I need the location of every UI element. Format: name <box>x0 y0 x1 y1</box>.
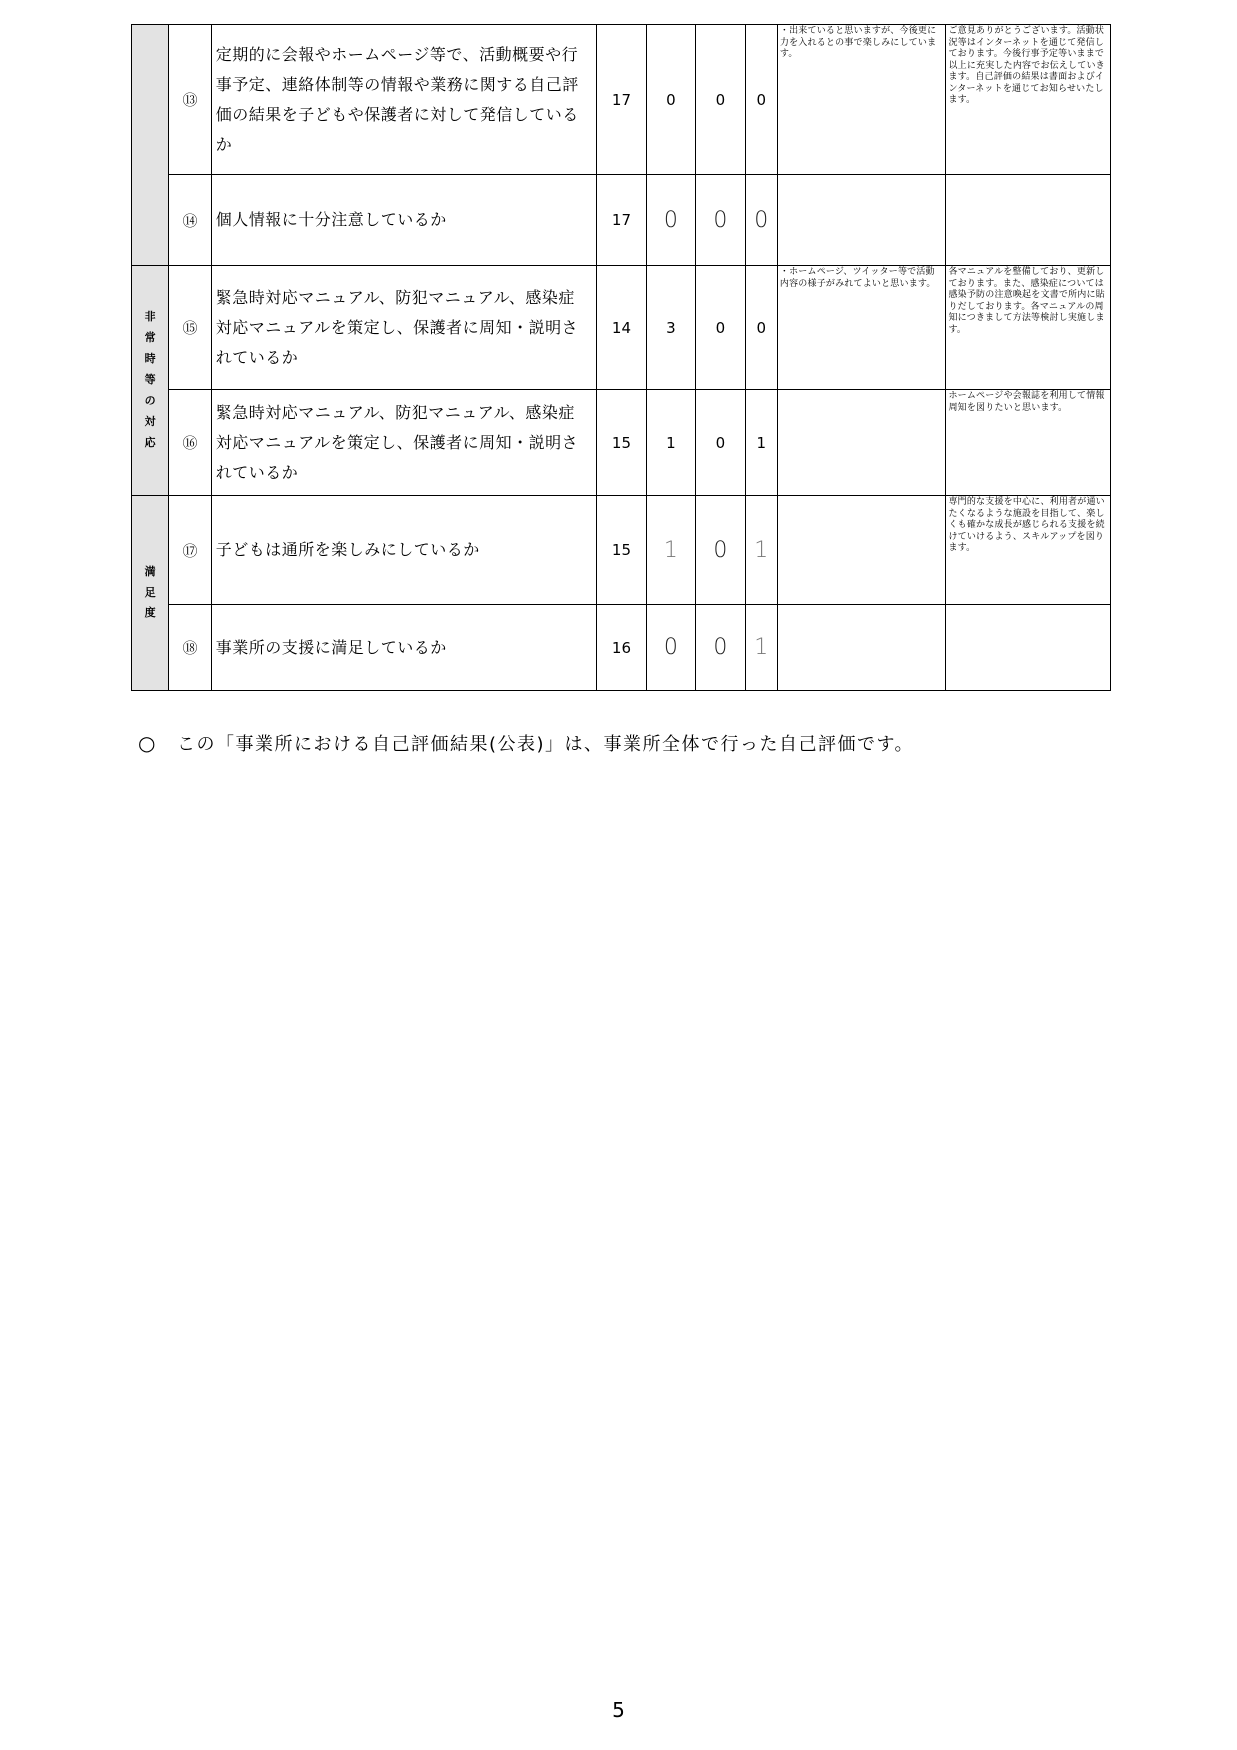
item-number: ⑭ <box>169 175 211 266</box>
question-text: 緊急時対応マニュアル、防犯マニュアル、感染症対応マニュアルを策定し、保護者に周知・説明されているか <box>215 287 579 367</box>
value-neutral: 0 <box>646 605 695 691</box>
value-unknown: 1 <box>745 496 777 605</box>
question-cell <box>211 266 597 390</box>
item-number: ⑱ <box>169 605 211 691</box>
category-cell-info <box>132 25 169 266</box>
value-yes: 15 <box>597 496 646 605</box>
facility-comment: ご意見ありがとうございます。活動状況等はインターネットを通じて発信しております。今後行事予定等いままで以上に充実した内容でお伝えしていきます。自己評価の結果は書面およびインターネットを通じてお知らせいたします。 <box>946 25 1111 175</box>
value-no: 0 <box>696 496 745 605</box>
item-number: ⑬ <box>169 25 211 175</box>
page-number: 5 <box>612 1698 625 1722</box>
question-text: 緊急時対応マニュアル、防犯マニュアル、感染症対応マニュアルを策定し、保護者に周知・説明されているか <box>215 402 579 482</box>
value-no: 0 <box>696 175 745 266</box>
evaluation-table <box>131 24 1111 691</box>
guardian-comment <box>777 390 946 496</box>
question-text: 個人情報に十分注意しているか <box>215 210 447 229</box>
value-neutral: 0 <box>646 175 695 266</box>
category-cell-satisfaction <box>132 496 169 691</box>
question-cell <box>211 390 597 496</box>
value-neutral: 1 <box>646 390 695 496</box>
question-cell <box>211 25 597 175</box>
facility-comment: 専門的な支援を中心に、利用者が通いたくなるような施設を目指して、楽しくも確かな成長が感じられる支援を続けていけるよう、スキルアップを図ります。 <box>946 496 1111 605</box>
value-neutral: 3 <box>646 266 695 390</box>
guardian-comment <box>777 605 946 691</box>
question-text: 定期的に会報やホームページ等で、活動概要や行事予定、連絡体制等の情報や業務に関する自己評価の結果を子どもや保護者に対して発信しているか <box>215 44 579 154</box>
table-row <box>132 390 1111 496</box>
value-no: 0 <box>696 25 745 175</box>
value-neutral: 0 <box>646 25 695 175</box>
facility-comment <box>946 605 1111 691</box>
question-text: 子どもは通所を楽しみにしているか <box>215 540 480 559</box>
value-unknown: 0 <box>745 25 777 175</box>
value-no: 0 <box>696 605 745 691</box>
value-yes: 17 <box>597 175 646 266</box>
facility-comment: 各マニュアルを整備しており、更新しております。また、感染症については感染予防の注意喚起を文書で所内に貼りだしております。各マニュアルの周知につきまして方法等検討し実施します。 <box>946 266 1111 390</box>
table-row <box>132 605 1111 691</box>
value-unknown: 1 <box>745 605 777 691</box>
category-label: 満足度 <box>144 564 156 620</box>
table-row <box>132 25 1111 175</box>
guardian-comment <box>777 496 946 605</box>
value-yes: 15 <box>597 390 646 496</box>
value-no: 0 <box>696 266 745 390</box>
value-no: 0 <box>696 390 745 496</box>
footnote <box>138 730 914 756</box>
circle-icon: ○ <box>138 731 157 755</box>
table-row <box>132 175 1111 266</box>
value-yes: 16 <box>597 605 646 691</box>
value-neutral: 1 <box>646 496 695 605</box>
question-cell <box>211 175 597 266</box>
table-row <box>132 266 1111 390</box>
category-label: 非常時等の対応 <box>144 310 156 449</box>
value-unknown: 1 <box>745 390 777 496</box>
footnote-text: この「事業所における自己評価結果(公表)」は、事業所全体で行った自己評価です。 <box>176 734 915 755</box>
question-cell <box>211 496 597 605</box>
question-cell <box>211 605 597 691</box>
table-row <box>132 496 1111 605</box>
value-yes: 14 <box>597 266 646 390</box>
category-cell-emergency <box>132 266 169 496</box>
question-text: 事業所の支援に満足しているか <box>215 637 447 657</box>
item-number: ⑯ <box>169 390 211 496</box>
guardian-comment: ・ホームページ、ツイッター等で活動内容の様子がみれてよいと思います。 <box>777 266 946 390</box>
guardian-comment <box>777 175 946 266</box>
value-yes: 17 <box>597 25 646 175</box>
item-number: ⑮ <box>169 266 211 390</box>
facility-comment: ホームページや会報誌を利用して情報周知を図りたいと思います。 <box>946 390 1111 496</box>
value-unknown: 0 <box>745 266 777 390</box>
guardian-comment: ・出来ていると思いますが、今後更に力を入れるとの事で楽しみにしています。 <box>777 25 946 175</box>
facility-comment <box>946 175 1111 266</box>
value-unknown: 0 <box>745 175 777 266</box>
item-number: ⑰ <box>169 496 211 605</box>
